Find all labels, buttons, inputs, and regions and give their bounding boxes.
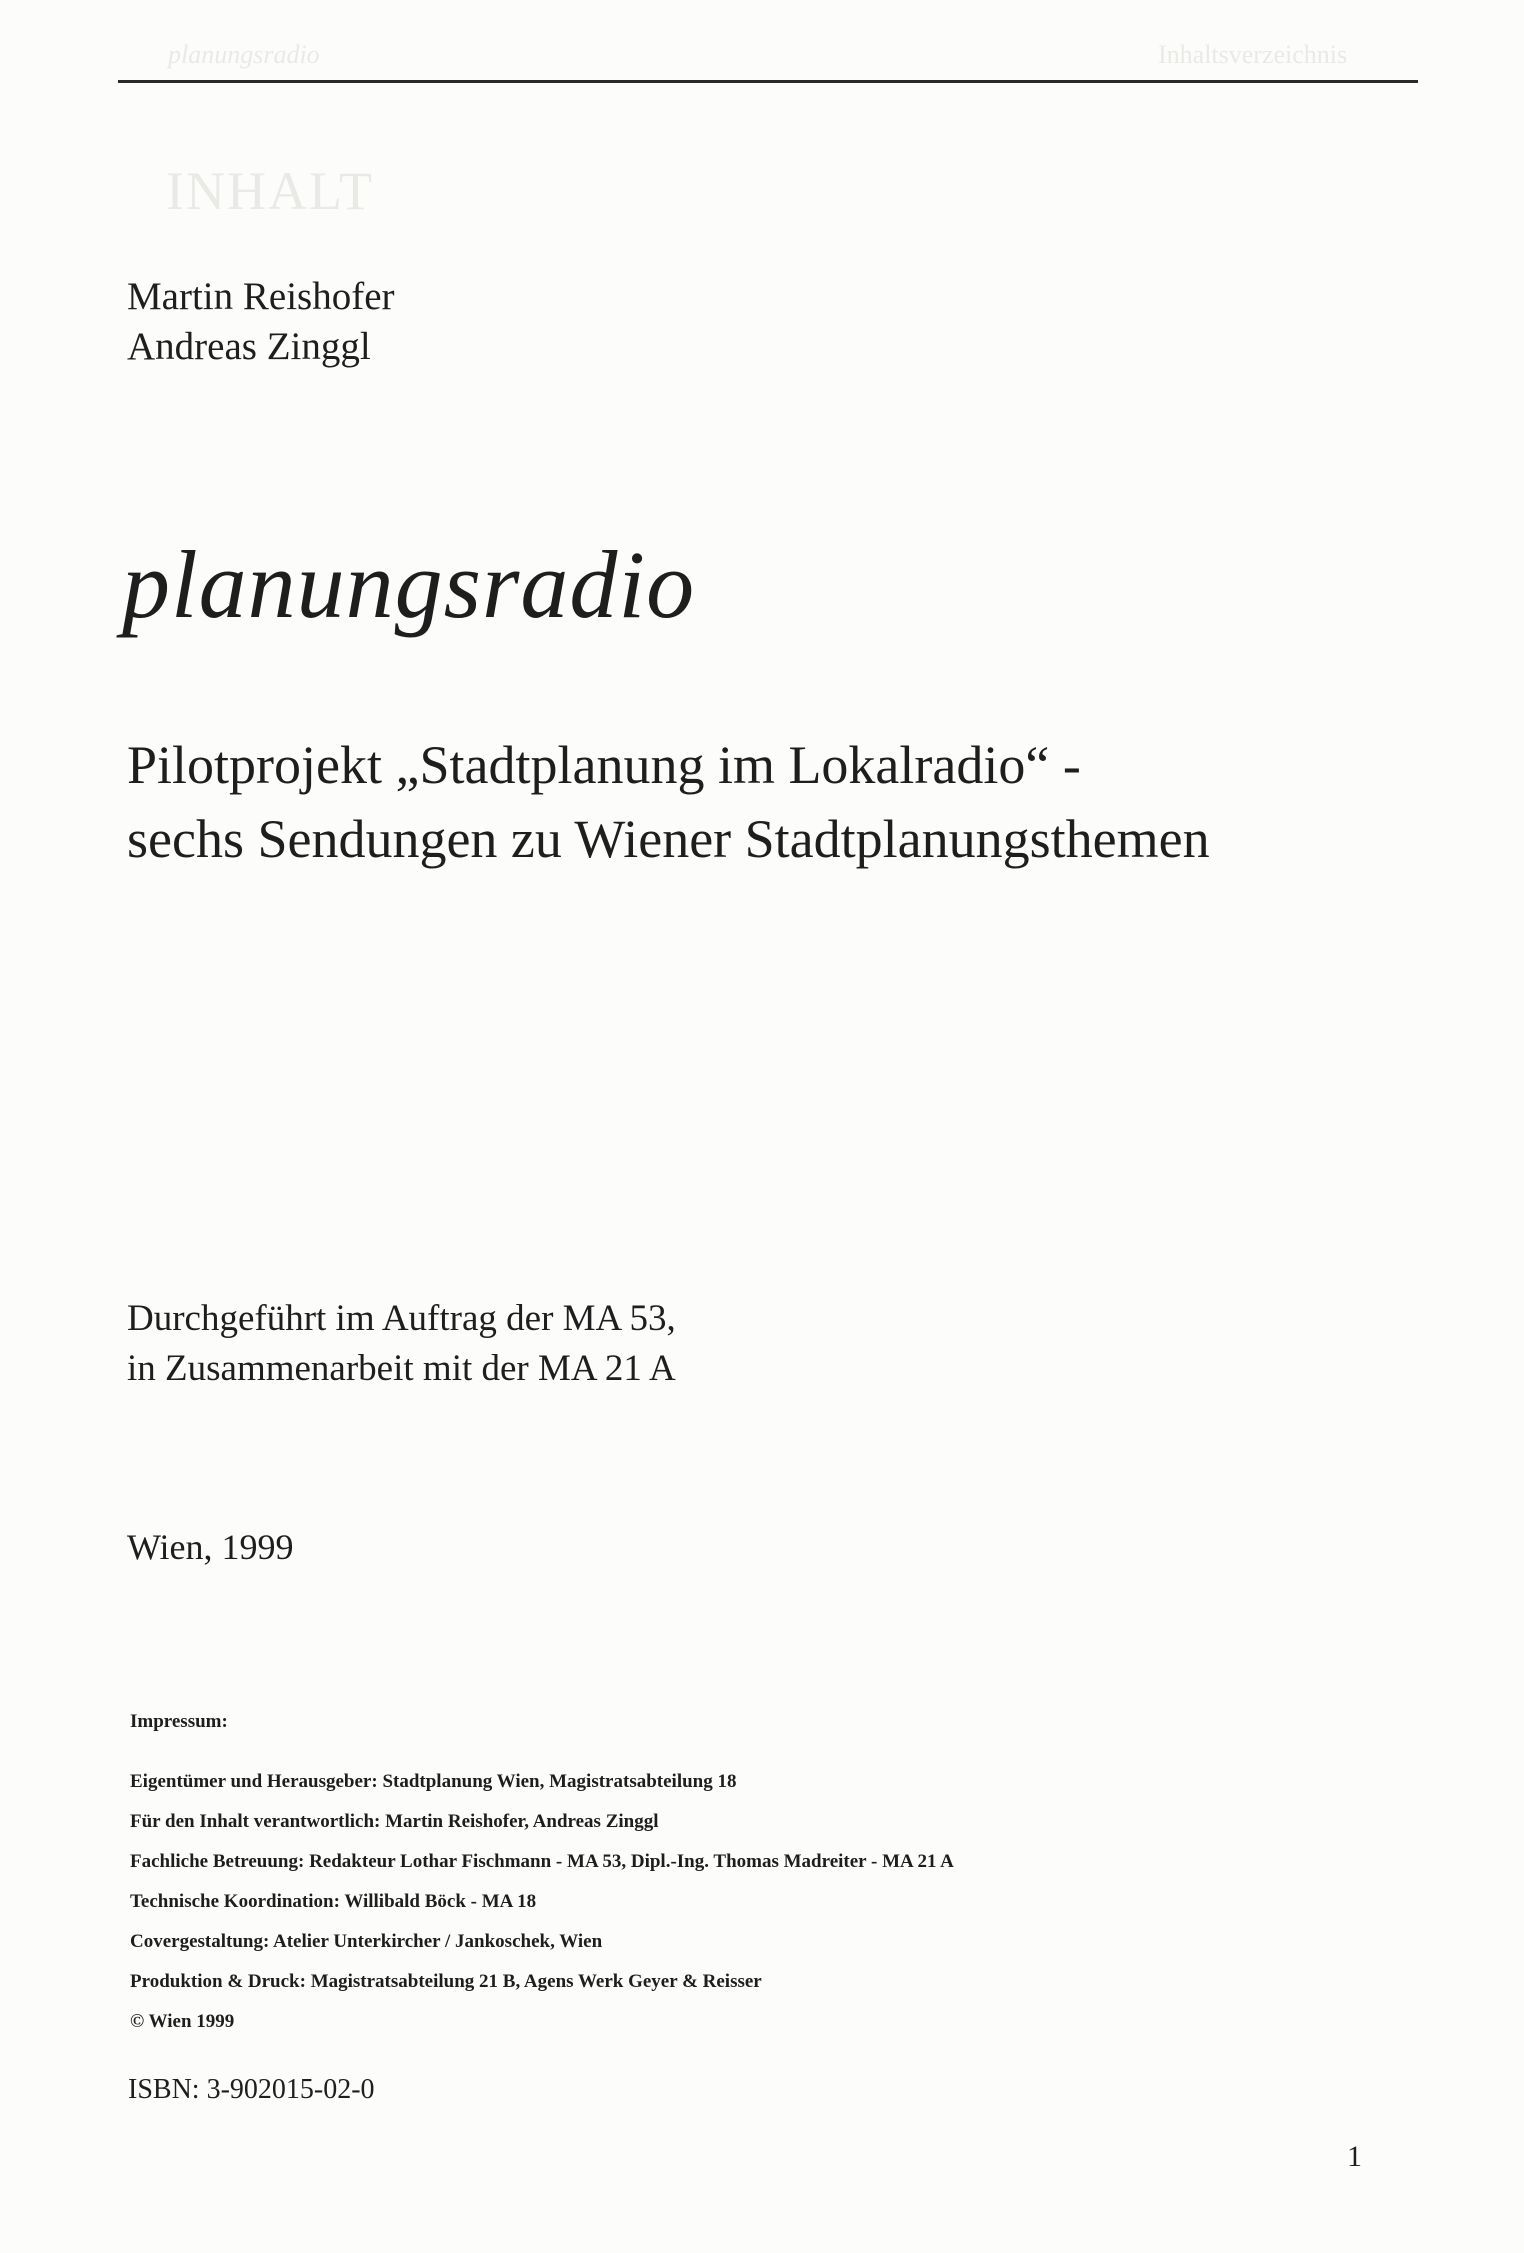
- impressum-line: Technische Koordination: Willibald Böck - MA 18: [130, 1891, 537, 1912]
- document-title: planungsradio: [122, 531, 696, 638]
- subtitle-line: Pilotprojekt „Stadtplanung im Lokalradio“ -: [127, 735, 1081, 795]
- show-through-heading: INHALT: [166, 161, 374, 221]
- impressum-line: Eigentümer und Herausgeber: Stadtplanung Wien, Magistratsabteilung 18: [130, 1771, 737, 1792]
- commission-line: in Zusammenarbeit mit der MA 21 A: [127, 1348, 676, 1389]
- impressum-line: © Wien 1999: [130, 2011, 235, 2032]
- impressum-line: Für den Inhalt verantwortlich: Martin Reishofer, Andreas Zinggl: [130, 1811, 659, 1832]
- author-name: Martin Reishofer: [127, 275, 395, 318]
- authors-block: [127, 272, 395, 372]
- impressum-block: [130, 1702, 954, 2042]
- author-name: Andreas Zinggl: [127, 325, 371, 368]
- show-through-header-left: planungsradio: [168, 40, 320, 69]
- impressum-heading: Impressum:: [130, 1711, 228, 1732]
- subtitle-line: sechs Sendungen zu Wiener Stadtplanungsthemen: [127, 809, 1210, 869]
- page-number: 1: [1347, 2140, 1362, 2173]
- header-rule: [118, 80, 1418, 83]
- place-and-year: Wien, 1999: [127, 1527, 294, 1567]
- document-subtitle: [127, 728, 1210, 876]
- impressum-line: Fachliche Betreuung: Redakteur Lothar Fischmann - MA 53, Dipl.-Ing. Thomas Madreiter - MA 21 A: [130, 1851, 954, 1872]
- impressum-line: Covergestaltung: Atelier Unterkircher / Jankoschek, Wien: [130, 1931, 603, 1952]
- show-through-header-right: Inhaltsverzeichnis: [1158, 40, 1348, 69]
- impressum-line: Produktion & Druck: Magistratsabteilung 21 B, Agens Werk Geyer & Reisser: [130, 1971, 762, 1992]
- commission-note: [127, 1294, 676, 1394]
- commission-line: Durchgeführt im Auftrag der MA 53,: [127, 1298, 676, 1339]
- isbn: ISBN: 3-902015-02-0: [128, 2074, 375, 2105]
